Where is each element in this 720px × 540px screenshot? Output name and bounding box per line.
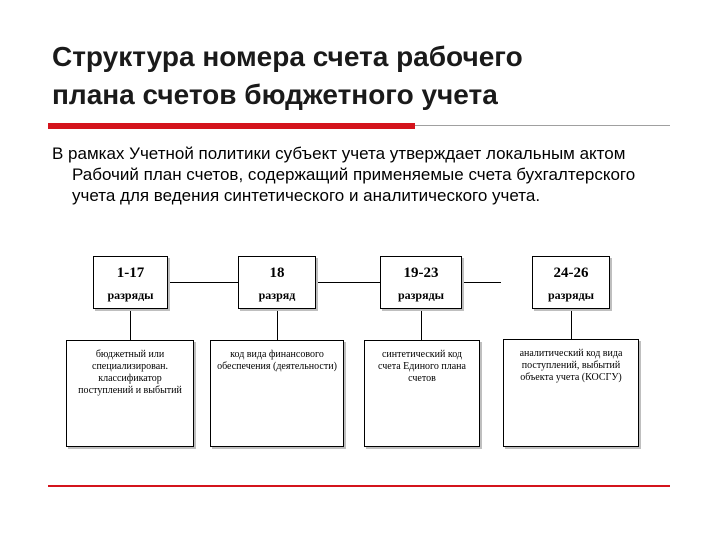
slide-title-line-1: Структура номера счета рабочего [52, 41, 523, 72]
connector-vertical-3 [421, 311, 422, 340]
connector-vertical-4 [571, 311, 572, 339]
segment-description-box-4: аналитический код вида поступлений, выбытий объекта учета (КОСГУ) [503, 339, 639, 447]
segment-unit: разряды [397, 288, 445, 302]
segment-unit: разряды [107, 288, 154, 302]
connector-vertical-1 [130, 311, 131, 340]
bottom-divider-red [48, 485, 670, 487]
segment-unit: разряд [258, 288, 296, 302]
segment-digits: 19-23 [403, 265, 439, 281]
segment-description-box-3: синтетический код счета Единого плана счетов [364, 340, 480, 447]
segment-description-box-2: код вида финансового обеспечения (деятельности) [210, 340, 344, 447]
segment-box-4 [532, 256, 610, 309]
connector-vertical-2 [277, 311, 278, 340]
segment-box-1 [93, 256, 168, 309]
segment-description-box-1: бюджетный или специализирован. классификатор поступлений и выбытий [66, 340, 194, 447]
segment-box-2 [238, 256, 316, 309]
slide-title-line-2: плана счетов бюджетного учета [52, 79, 498, 110]
intro-paragraph: В рамках Учетной политики субъект учета утверждает локальным актом Рабочий план счетов, содержащий применяемые счета бухгалтерского учета для ведения синтетического и аналитического учета. [52, 144, 636, 205]
segment-unit: разряды [547, 288, 595, 302]
segment-box-3 [380, 256, 462, 309]
segment-digits: 24-26 [553, 265, 589, 281]
segment-digits: 1-17 [116, 265, 145, 281]
segment-digits: 18 [269, 265, 285, 281]
